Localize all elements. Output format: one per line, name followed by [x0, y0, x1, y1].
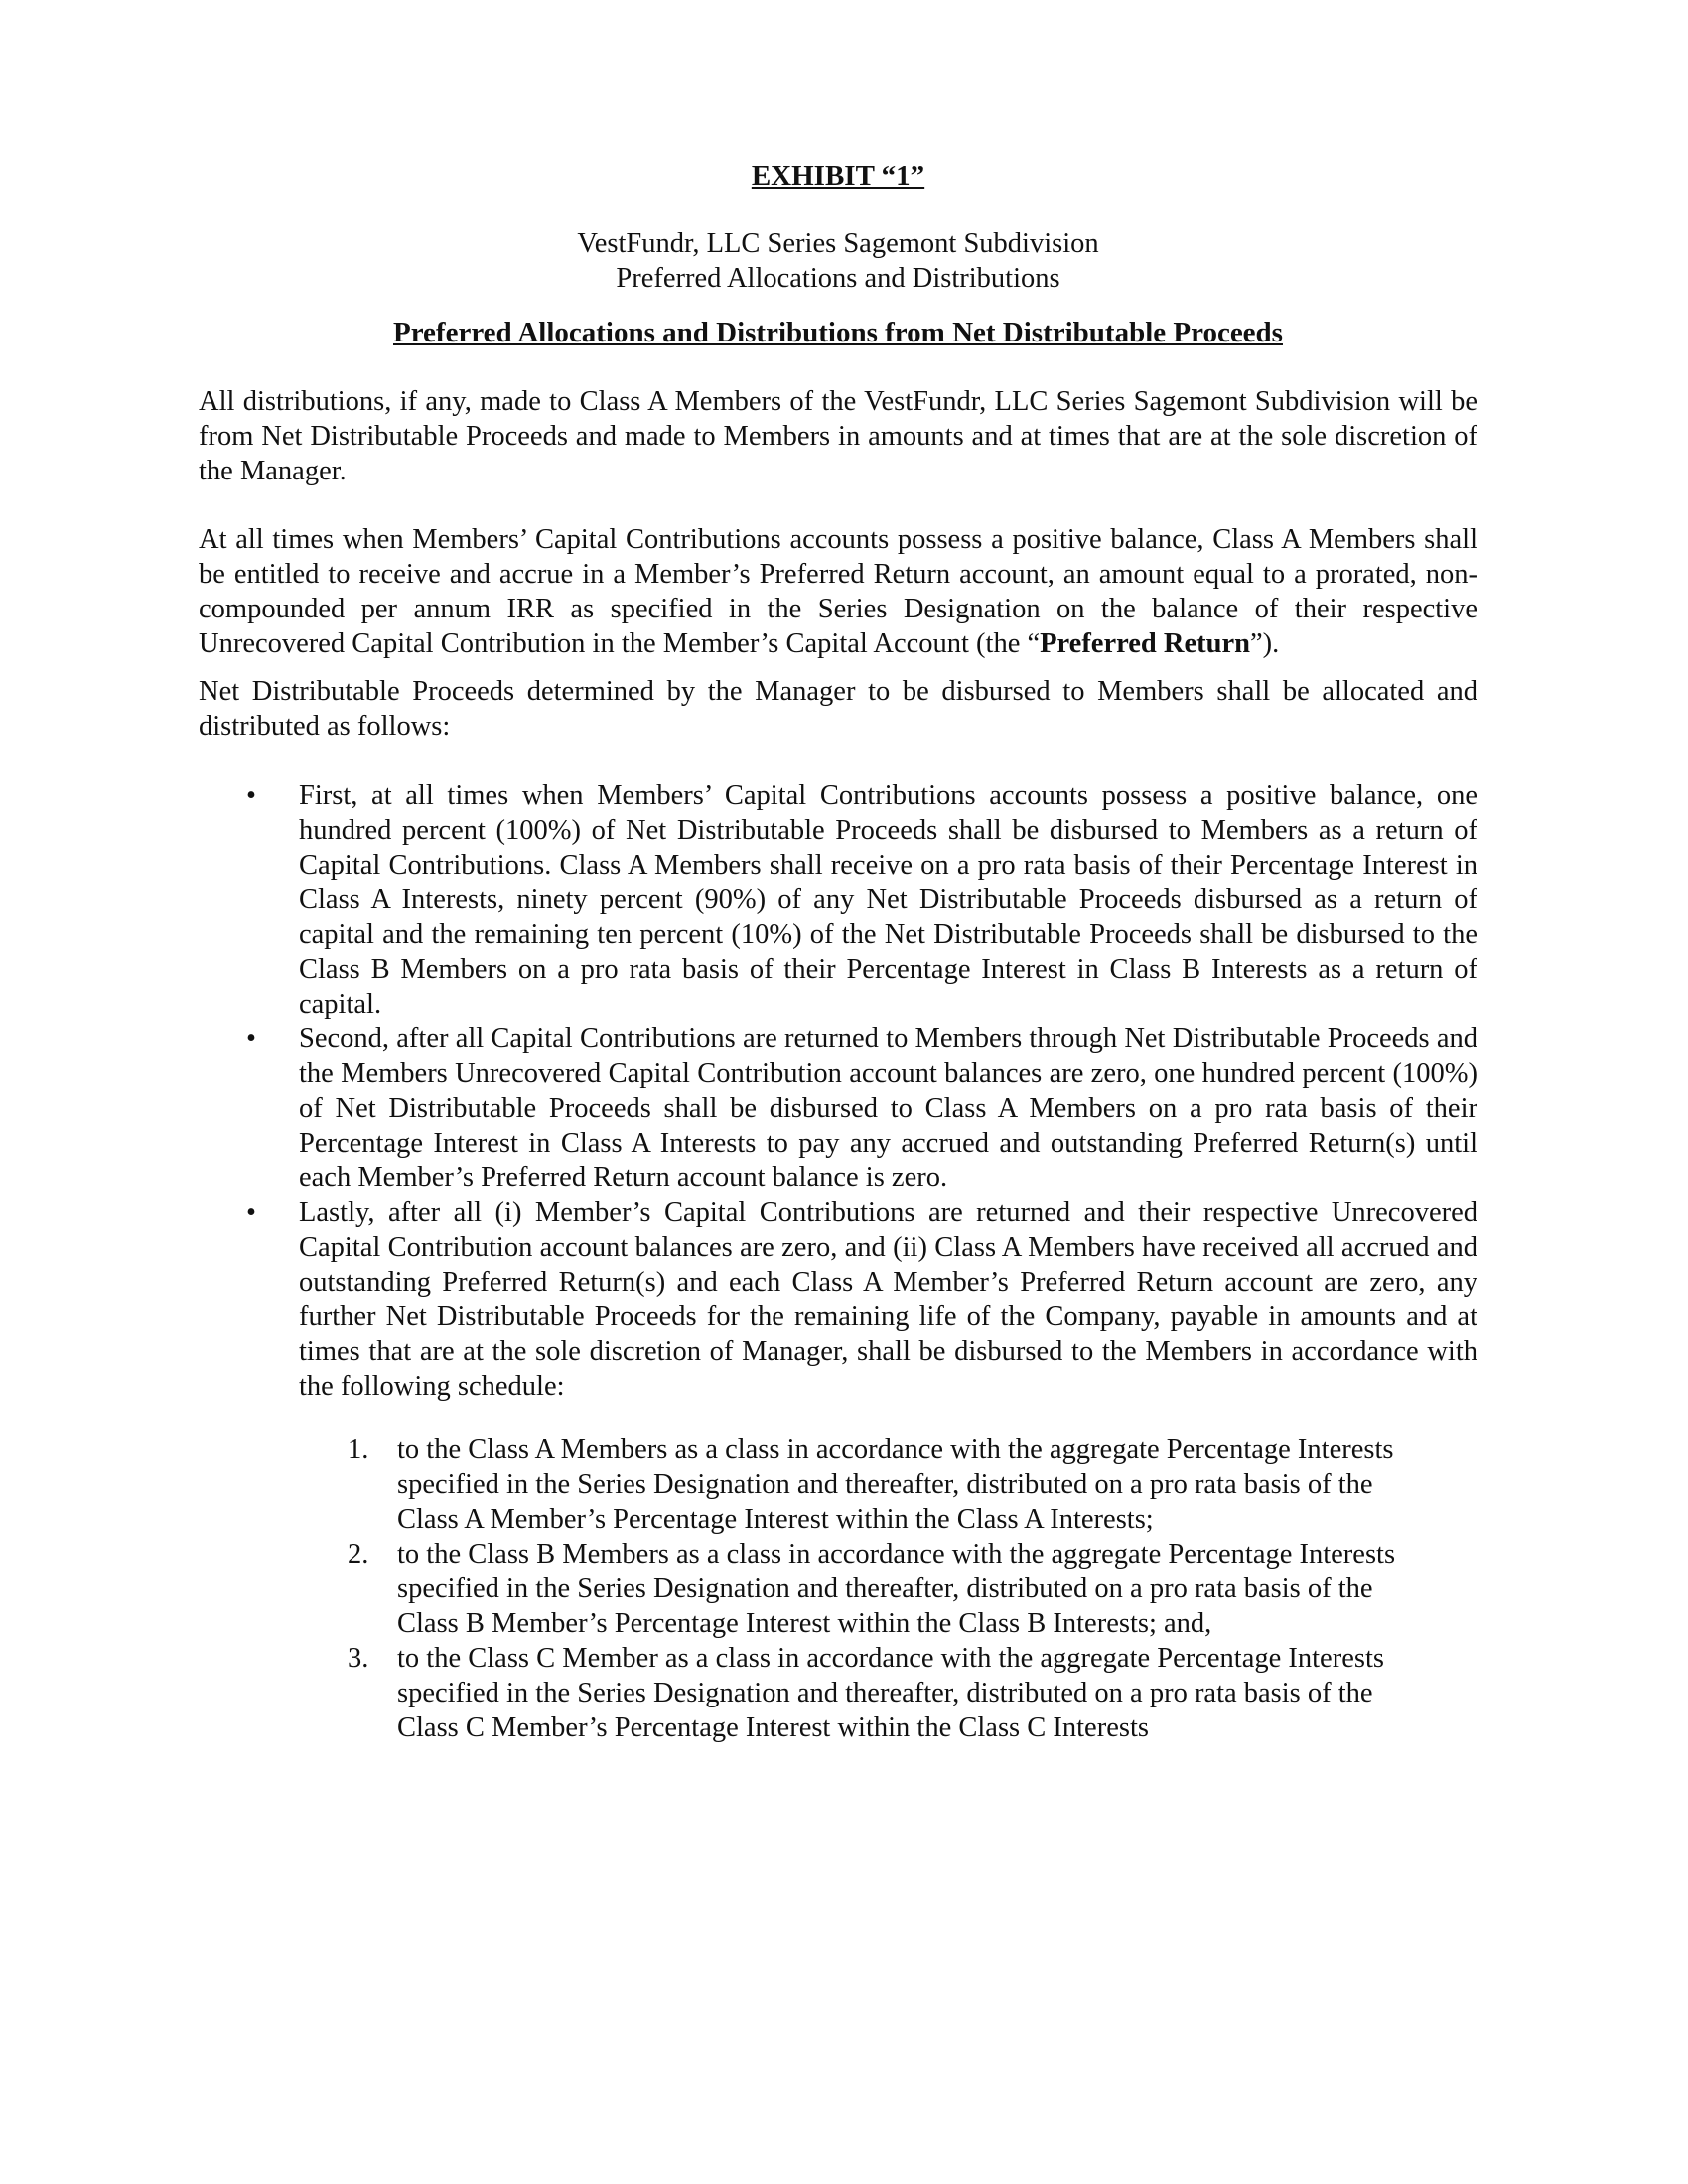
schedule-item-class-b [199, 1537, 1477, 1641]
section-heading: Preferred Allocations and Distributions from Net Distributable Proceeds [393, 317, 1283, 348]
schedule-item-class-c [199, 1641, 1477, 1745]
preferred-return-term: Preferred Return [1040, 628, 1250, 659]
document-subtitle [199, 226, 1477, 296]
bullet-text: First, at all times when Members’ Capital Contributions accounts possess a positive balance, one hundred percent (100%) of Net Distributable Proceeds shall be disbursed to Members as a return of Capital Contributions. Class A Members shall receive on a pro rata basis of their Percentage Interest in Class A Interests, ninety percent (90%) of any Net Distributable Proceeds disbursed as a return of capital and the remaining ten percent (10%) of the Net Distributable Proceeds shall be disbursed to the Class B Members on a pro rata basis of their Percentage Interest in Class B Interests as a return of capital. [299, 780, 1477, 1020]
bullet-dot-icon: • [246, 1197, 256, 1228]
subtitle-line-1: VestFundr, LLC Series Sagemont Subdivision [577, 228, 1099, 259]
schedule-number: 3. [348, 1642, 369, 1674]
bullet-item-second [199, 1022, 1477, 1195]
subtitle-line-2: Preferred Allocations and Distributions [616, 263, 1060, 294]
bullet-item-first [199, 778, 1477, 1022]
bullet-dot-icon: • [246, 1024, 256, 1054]
schedule-text: to the Class B Members as a class in accordance with the aggregate Percentage Interests specified in the Series Designation and thereafter, distributed on a pro rata basis of the Class B Member’s Percentage Interest within the Class B Interests; and, [397, 1538, 1396, 1639]
distribution-schedule-list [199, 1433, 1477, 1745]
schedule-number: 2. [348, 1538, 369, 1570]
document-page [199, 159, 1477, 1773]
bullet-text: Second, after all Capital Contributions are returned to Members through Net Distributable Proceeds and the Members Unrecovered Capital Contribution account balances are zero, one hundred percent (100%) of Net Distributable Proceeds shall be disbursed to Class A Members on a pro rata basis of their Percentage Interest in Class A Interests to pay any accrued and outstanding Preferred Return(s) until each Member’s Preferred Return account balance is zero. [299, 1024, 1477, 1193]
schedule-item-class-a [199, 1433, 1477, 1537]
schedule-number: 1. [348, 1433, 369, 1465]
bullet-item-lastly [199, 1195, 1477, 1404]
paragraph-allocation-intro: Net Distributable Proceeds determined by the Manager to be disbursed to Members shall be allocated and distributed as follows: [199, 676, 1477, 742]
paragraph-preferred-return [199, 522, 1477, 661]
distribution-bullet-list [199, 778, 1477, 1404]
paragraph-preferred-return-end: ”). [1249, 628, 1280, 659]
schedule-text: to the Class A Members as a class in accordance with the aggregate Percentage Interests specified in the Series Designation and thereafter, distributed on a pro rata basis of the Class A Member’s Percentage Interest within the Class A Interests; [397, 1433, 1394, 1535]
paragraph-preferred-return-text: At all times when Members’ Capital Contributions accounts possess a positive balance, Class A Members shall be entitled to receive and accrue in a Member’s Preferred Return account, an amount equal to a prorated, non-compounded per annum IRR as specified in the Series Designation on the balance of their respective Unrecovered Capital Contribution in the Member’s Capital Account (the “ [199, 524, 1477, 659]
paragraph-distributions: All distributions, if any, made to Class A Members of the VestFundr, LLC Series Sagemont Subdivision will be from Net Distributable Proceeds and made to Members in amounts and at times that are at the sole discretion of the Manager. [199, 386, 1477, 486]
exhibit-title: EXHIBIT “1” [751, 160, 925, 192]
bullet-text: Lastly, after all (i) Member’s Capital Contributions are returned and their respective Unrecovered Capital Contribution account balances are zero, and (ii) Class A Members have received all accrued and outstanding Preferred Return(s) and each Class A Member’s Preferred Return account are zero, any further Net Distributable Proceeds for the remaining life of the Company, payable in amounts and at times that are at the sole discretion of Manager, shall be disbursed to the Members in accordance with the following schedule: [299, 1197, 1477, 1402]
bullet-dot-icon: • [246, 780, 256, 811]
schedule-text: to the Class C Member as a class in accordance with the aggregate Percentage Interests specified in the Series Designation and thereafter, distributed on a pro rata basis of the Class C Member’s Percentage Interest within the Class C Interests [397, 1642, 1384, 1743]
